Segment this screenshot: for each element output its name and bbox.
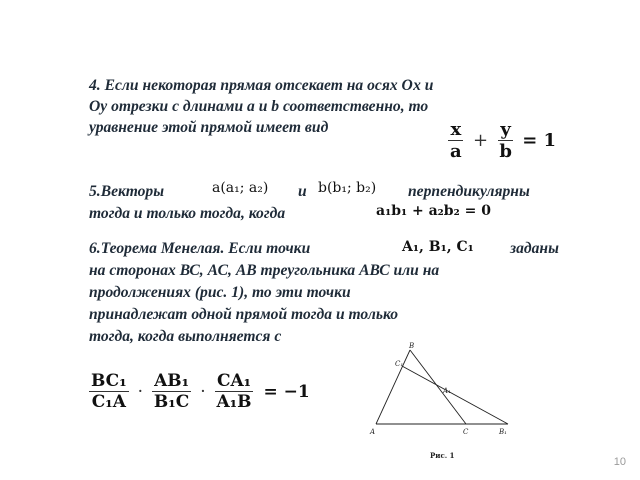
item5-line1-end: перпендикулярны: [408, 183, 530, 200]
item6-line2: на сторонах ВС, АС, АВ треугольника АВС или на: [89, 262, 440, 279]
ratio-ab1-b1c: $\frac{\text{AB₁}}{\text{B₁C}}$: [153, 371, 190, 412]
item5-and: и: [298, 183, 307, 200]
transversal-line: [402, 366, 508, 424]
item6-line1-end: заданы: [510, 240, 559, 257]
label-a1: A₁: [443, 387, 451, 395]
x-over-a-fraction: $\frac{x}{a}$: [450, 119, 462, 162]
item6-line1-start: 6.Теорема Менелая. Если точки: [89, 240, 311, 257]
ratio-ca1-a1b: $\frac{\text{CA₁}}{\text{A₁B}}$: [216, 371, 252, 412]
label-c: C: [463, 428, 469, 436]
item4-line3: уравнение этой прямой имеет вид: [89, 119, 329, 136]
perpendicular-condition: a₁b₁ + a₂b₂ = 0: [376, 203, 491, 219]
item6-line4: принадлежат одной прямой тогда и только: [89, 306, 399, 323]
item4-line1: 4. Если некоторая прямая отсекает на осях Ох и: [89, 77, 434, 94]
item5-line1-start: 5.Векторы: [89, 183, 165, 200]
vector-a: a(a₁; a₂): [212, 180, 269, 196]
label-b1: B₁: [499, 428, 507, 436]
item6-line3: продолжениях (рис. 1), то эти точки: [89, 284, 351, 301]
label-a: A: [370, 428, 376, 436]
menelaus-points: A₁, B₁, C₁: [402, 239, 474, 255]
item5-line2: тогда и только тогда, когда: [89, 205, 286, 222]
label-c1: C₁: [395, 360, 404, 368]
menelaus-formula: $\frac{\text{BC₁}}{\text{C₁A}}$ · $\frac{\text{AB₁}}{\text{B₁C}}$ · $\frac{\text{CA₁}}{\text{A₁B}}$ = −1: [91, 371, 310, 412]
label-b: B: [409, 342, 415, 350]
line-intercept-formula: $\frac{x}{a}$ + $\frac{y}{b}$ = 1: [450, 119, 557, 162]
item4-line2: Оу отрезки с длинами a и b соответственно, то: [89, 98, 429, 115]
menelaus-figure: [362, 340, 532, 468]
item6-line5: тогда, когда выполняется с: [89, 328, 282, 345]
vector-b: b(b₁; b₂): [318, 180, 377, 196]
page-number: 10: [613, 456, 626, 468]
y-over-b-fraction: $\frac{y}{b}$: [499, 119, 512, 162]
ratio-bc1-c1a: $\frac{\text{BC₁}}{\text{C₁A}}$: [91, 371, 127, 412]
figure-caption: Рис. 1: [430, 451, 455, 460]
side-ab: [376, 350, 410, 424]
side-bc: [410, 350, 466, 424]
